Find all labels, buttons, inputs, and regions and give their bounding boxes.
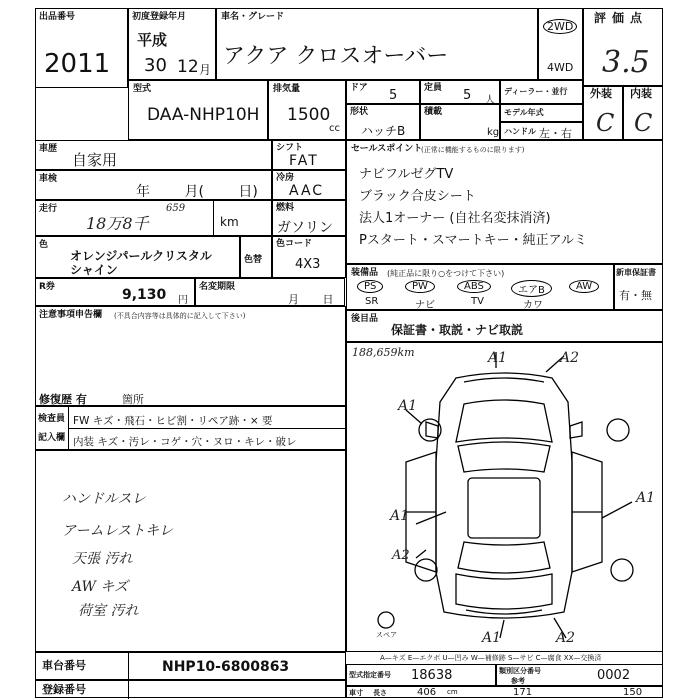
doors-label: ドア [350, 83, 368, 93]
ac-value: AAC [289, 183, 325, 199]
name-change-cell [195, 278, 345, 306]
shift-cell [272, 140, 346, 170]
recycle-unit: 円 [178, 295, 188, 306]
ac-cell [272, 170, 346, 200]
spare-label: スペア [376, 631, 397, 639]
drive-cell [538, 8, 583, 80]
score-value: 3.5 [602, 45, 650, 80]
dealer-cell [500, 80, 583, 104]
displacement-cell [268, 80, 346, 140]
inspector-row-1: FW キズ・飛石・ヒビ割・リペア跡・× 要 [73, 415, 273, 427]
hand-note-2: アームレストキレ [62, 523, 174, 539]
type-value: DAA-NHP10H [147, 105, 260, 125]
score-label: 評価点 [594, 11, 649, 25]
reg-divider [128, 681, 129, 699]
color-value-2: シャイン [70, 263, 118, 277]
color-change-cell [240, 236, 272, 278]
dims-label: 車寸 [349, 689, 363, 697]
damage-mark-3: A1 [398, 398, 418, 414]
reg-cell [35, 680, 346, 698]
inspector-cell [35, 406, 346, 450]
sales-points-label: セールスポイント [351, 144, 423, 154]
ac-label: 冷房 [276, 173, 295, 183]
notes-label: 注意事項申告欄 [39, 310, 103, 320]
model-name: アクア クロスオーバー [223, 44, 449, 69]
equip-ps: PS [357, 280, 383, 293]
lot-cell [35, 8, 128, 88]
damage-mark-5: A1 [636, 490, 656, 506]
car-damage-diagram [346, 342, 663, 652]
mileage-unit: km [220, 215, 239, 229]
era: 平成 [137, 31, 168, 49]
fuel-value: ガソリン [277, 220, 333, 236]
reg-month-unit: 月 [199, 63, 212, 77]
lot-value: 2011 [44, 49, 111, 79]
type-num-value: 18638 [411, 668, 453, 683]
damage-mark-6: A2 [392, 548, 410, 563]
repair-unit: 箇所 [122, 393, 144, 406]
class-value: 0002 [597, 668, 631, 683]
seats-label: 定員 [424, 83, 443, 93]
color-value-1: オレンジパールクリスタル [70, 249, 212, 263]
usage-cell [35, 140, 272, 170]
sales-point-1: ナビフルゼグTV [359, 167, 454, 182]
ref-label: 参考 [511, 677, 525, 685]
seats-unit: 人 [485, 95, 495, 106]
load-unit: kg [487, 127, 500, 138]
interior-cell [623, 86, 663, 140]
exterior-label: 外装 [590, 87, 612, 100]
exterior-cell [583, 86, 623, 140]
body-label: 形状 [350, 107, 369, 117]
reg-label: 登録番号 [42, 683, 86, 696]
equipment-sub: (純正品に限り○をつけて下さい) [387, 269, 505, 278]
length-value: 406 [417, 687, 437, 698]
sales-points-sub: (正常に機能するものに限ります) [421, 146, 525, 154]
recycle-label: R券 [39, 282, 55, 292]
recycle-cell [35, 278, 195, 306]
equipment-cell [346, 264, 614, 310]
mileage-cell [35, 200, 272, 236]
class-label: 類別区分番号 [499, 667, 541, 675]
sales-point-3: 法人1オーナー (自社名変抹消済) [359, 211, 551, 226]
hand-note-5: 荷室 汚れ [78, 603, 139, 619]
color-change-label: 色替 [244, 255, 263, 265]
doors-value: 5 [389, 88, 398, 103]
chassis-value: NHP10-6800863 [162, 659, 290, 675]
chassis-label: 車台番号 [42, 659, 86, 672]
mileage-value: 18万8千 [86, 214, 149, 233]
model-grade-label: 車名・グレード [221, 12, 285, 22]
dealer-label: ディーラー・並行 [504, 87, 568, 96]
fuel-cell [272, 200, 346, 236]
warranty-cell [614, 264, 663, 310]
equip-abs: ABS [457, 280, 491, 293]
type-label: 型式 [133, 84, 152, 94]
chassis-divider [128, 653, 129, 681]
inspector-label-2: 記入欄 [38, 433, 66, 443]
usage-label: 車歴 [39, 144, 58, 154]
hand-note-1: ハンドルスレ [62, 491, 146, 507]
repair-label: 修復歴 有 [39, 393, 87, 406]
equip-leather: カワ [523, 300, 543, 311]
color-cell [35, 236, 240, 278]
mileage-extra: 659 [166, 203, 186, 214]
damage-mark-1: A1 [488, 350, 508, 366]
handle-value: 左・右 [539, 127, 572, 140]
color-label: 色 [39, 240, 49, 250]
inspector-divider-v [68, 407, 69, 451]
load-label: 積載 [424, 107, 443, 117]
sales-point-4: Pスタート・スマートキー・純正アルミ [359, 233, 588, 248]
accessories-value: 保証書・取説・ナビ取説 [391, 323, 524, 337]
damage-mark-2: A2 [560, 350, 580, 366]
color-code-cell [272, 236, 346, 278]
drive-4wd: 4WD [547, 61, 574, 74]
damage-mark-7: A1 [482, 630, 502, 646]
seats-cell [420, 80, 500, 104]
shift-label: シフト [276, 143, 304, 153]
mileage-divider [213, 201, 214, 237]
notes-cell [35, 306, 346, 406]
type-cell [128, 80, 268, 140]
fuel-label: 燃料 [276, 203, 295, 213]
body-cell [346, 104, 420, 140]
inspection-value: 年 月( 日) [136, 184, 258, 200]
equipment-label: 装備品 [351, 268, 379, 278]
accessories-cell [346, 310, 663, 342]
displacement-unit: cc [329, 123, 340, 134]
length-label: 長さ [373, 689, 387, 697]
reg-month: 12 [177, 57, 199, 77]
exterior-value: C [596, 109, 615, 137]
reg-year: 30 [144, 55, 167, 76]
handle-label: ハンドル [504, 127, 536, 136]
color-code-label: 色コード [276, 239, 313, 249]
model-year-label: モデル年式 [504, 108, 544, 117]
warranty-value: 有・無 [619, 289, 652, 302]
model-cell [216, 8, 538, 80]
name-change-label: 名変期限 [199, 282, 236, 292]
drive-2wd: 2WD [543, 19, 577, 34]
warranty-label: 新車保証書 [616, 268, 656, 277]
displacement-label: 排気量 [273, 84, 301, 94]
hand-note-3: 天張 汚れ [72, 551, 133, 567]
lot-label: 出品番号 [39, 12, 76, 22]
inspector-label-1: 検査員 [38, 414, 66, 424]
recycle-value: 9,130 [122, 287, 167, 303]
equip-pw: PW [405, 280, 435, 293]
accessories-label: 後目品 [351, 314, 379, 324]
inspector-divider-h [68, 428, 347, 429]
chassis-cell [35, 652, 346, 680]
doors-cell [346, 80, 420, 104]
width-value: 171 [513, 687, 533, 698]
load-cell [420, 104, 500, 140]
shift-value: FAT [289, 153, 319, 169]
type-num-cell [346, 664, 496, 686]
inspector-row-2: 内装 キズ・汚レ・コゲ・穴・ヌロ・キレ・破レ [73, 436, 297, 448]
equip-tv: TV [471, 296, 484, 307]
equip-sr: SR [365, 296, 379, 307]
mileage-label: 走行 [39, 204, 58, 214]
interior-label: 内装 [630, 87, 652, 100]
equip-aw: AW [569, 280, 599, 293]
seats-value: 5 [463, 88, 472, 103]
damage-mark-4: A1 [390, 508, 410, 524]
color-code-value: 4X3 [295, 257, 321, 272]
model-year-cell [500, 104, 583, 122]
dims-cell [346, 686, 663, 698]
hand-note-4: AW キズ [72, 579, 129, 595]
name-change-value: 月 日 [288, 293, 334, 306]
equip-navi: ナビ [415, 300, 435, 311]
inspection-label: 車検 [39, 174, 58, 184]
handle-cell [500, 122, 583, 140]
displacement-value: 1500 [287, 105, 331, 125]
sales-point-2: ブラック合皮シート [359, 189, 476, 204]
interior-value: C [634, 109, 653, 137]
height-value: 150 [623, 687, 643, 698]
usage-value: 自家用 [72, 151, 118, 169]
length-unit: cm [447, 688, 458, 696]
equip-airbag: エアB [511, 280, 552, 297]
first-reg-cell [128, 8, 216, 80]
damage-legend: A—キズ E—エクボ U—凹み W—補修跡 S—サビ C—腐食 XX—交換済 [380, 654, 602, 662]
body-value: ハッチB [361, 124, 406, 138]
class-cell [496, 664, 663, 686]
first-reg-label: 初度登録年月 [132, 12, 187, 22]
notes-sub: (不具合内容等は具体的に記入して下さい) [114, 312, 246, 320]
damage-mark-8: A2 [556, 630, 576, 646]
sales-points-cell [346, 140, 663, 264]
diagram-mileage-note: 188,659km [352, 346, 415, 359]
score-cell [583, 8, 663, 86]
type-num-label: 型式指定番号 [349, 671, 391, 679]
inspection-cell [35, 170, 272, 200]
